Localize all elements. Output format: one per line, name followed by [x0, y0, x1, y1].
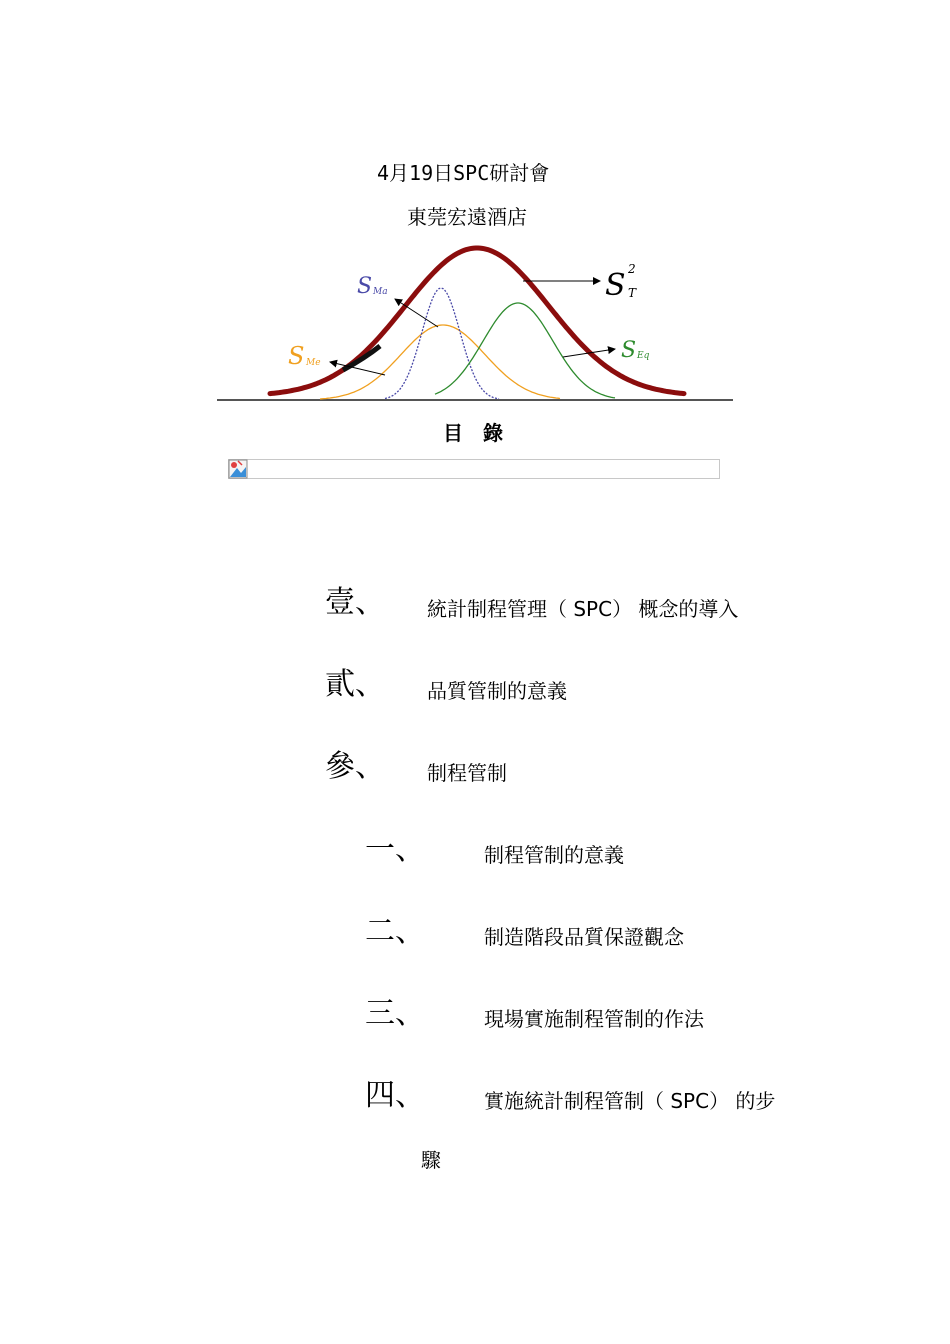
venue-name: 東莞宏遠酒店: [407, 205, 527, 229]
toc-subitem-3-number: 三、: [365, 996, 425, 1031]
label-ma: S: [357, 274, 373, 299]
toc-subitem-4-continuation: 驟: [421, 1148, 441, 1172]
toc-subitem-3-text[interactable]: 現場實施制程管制的作法: [484, 1007, 704, 1031]
broken-image-placeholder: [228, 459, 720, 479]
toc-subitem-2-text[interactable]: 制造階段品質保證觀念: [484, 925, 684, 949]
label-eq: S: [621, 338, 637, 363]
label-me-sub: Me: [306, 358, 321, 368]
label-me: S: [288, 342, 305, 370]
variance-components-figure: [215, 243, 735, 408]
label-total-sup: 2: [628, 262, 636, 276]
toc-subitem-2-number: 二、: [365, 914, 425, 949]
toc-subitem-1-number: 一、: [365, 832, 425, 867]
toc-item-1-text[interactable]: 統計制程管理（ SPC） 概念的導入: [427, 597, 739, 621]
toc-item-2-text[interactable]: 品質管制的意義: [427, 679, 567, 703]
toc-title: 目錄: [443, 421, 523, 445]
toc-item-3-text[interactable]: 制程管制: [427, 761, 507, 785]
label-total-sub: T: [628, 286, 637, 300]
toc-item-1-number: 壹、: [325, 585, 385, 620]
toc-subitem-1-text[interactable]: 制程管制的意義: [484, 843, 624, 867]
seminar-title: 4月19日SPC研討會: [377, 161, 550, 185]
label-total: S: [605, 268, 626, 303]
label-eq-sub: Eq: [637, 351, 650, 361]
toc-subitem-4-text[interactable]: 實施統計制程管制（ SPC） 的步: [484, 1089, 776, 1113]
broken-image-icon: [228, 459, 248, 479]
label-ma-sub: Ma: [373, 287, 388, 297]
toc-item-3-number: 參、: [325, 749, 385, 784]
toc-subitem-4-number: 四、: [365, 1078, 425, 1113]
toc-item-2-number: 貳、: [325, 667, 385, 702]
